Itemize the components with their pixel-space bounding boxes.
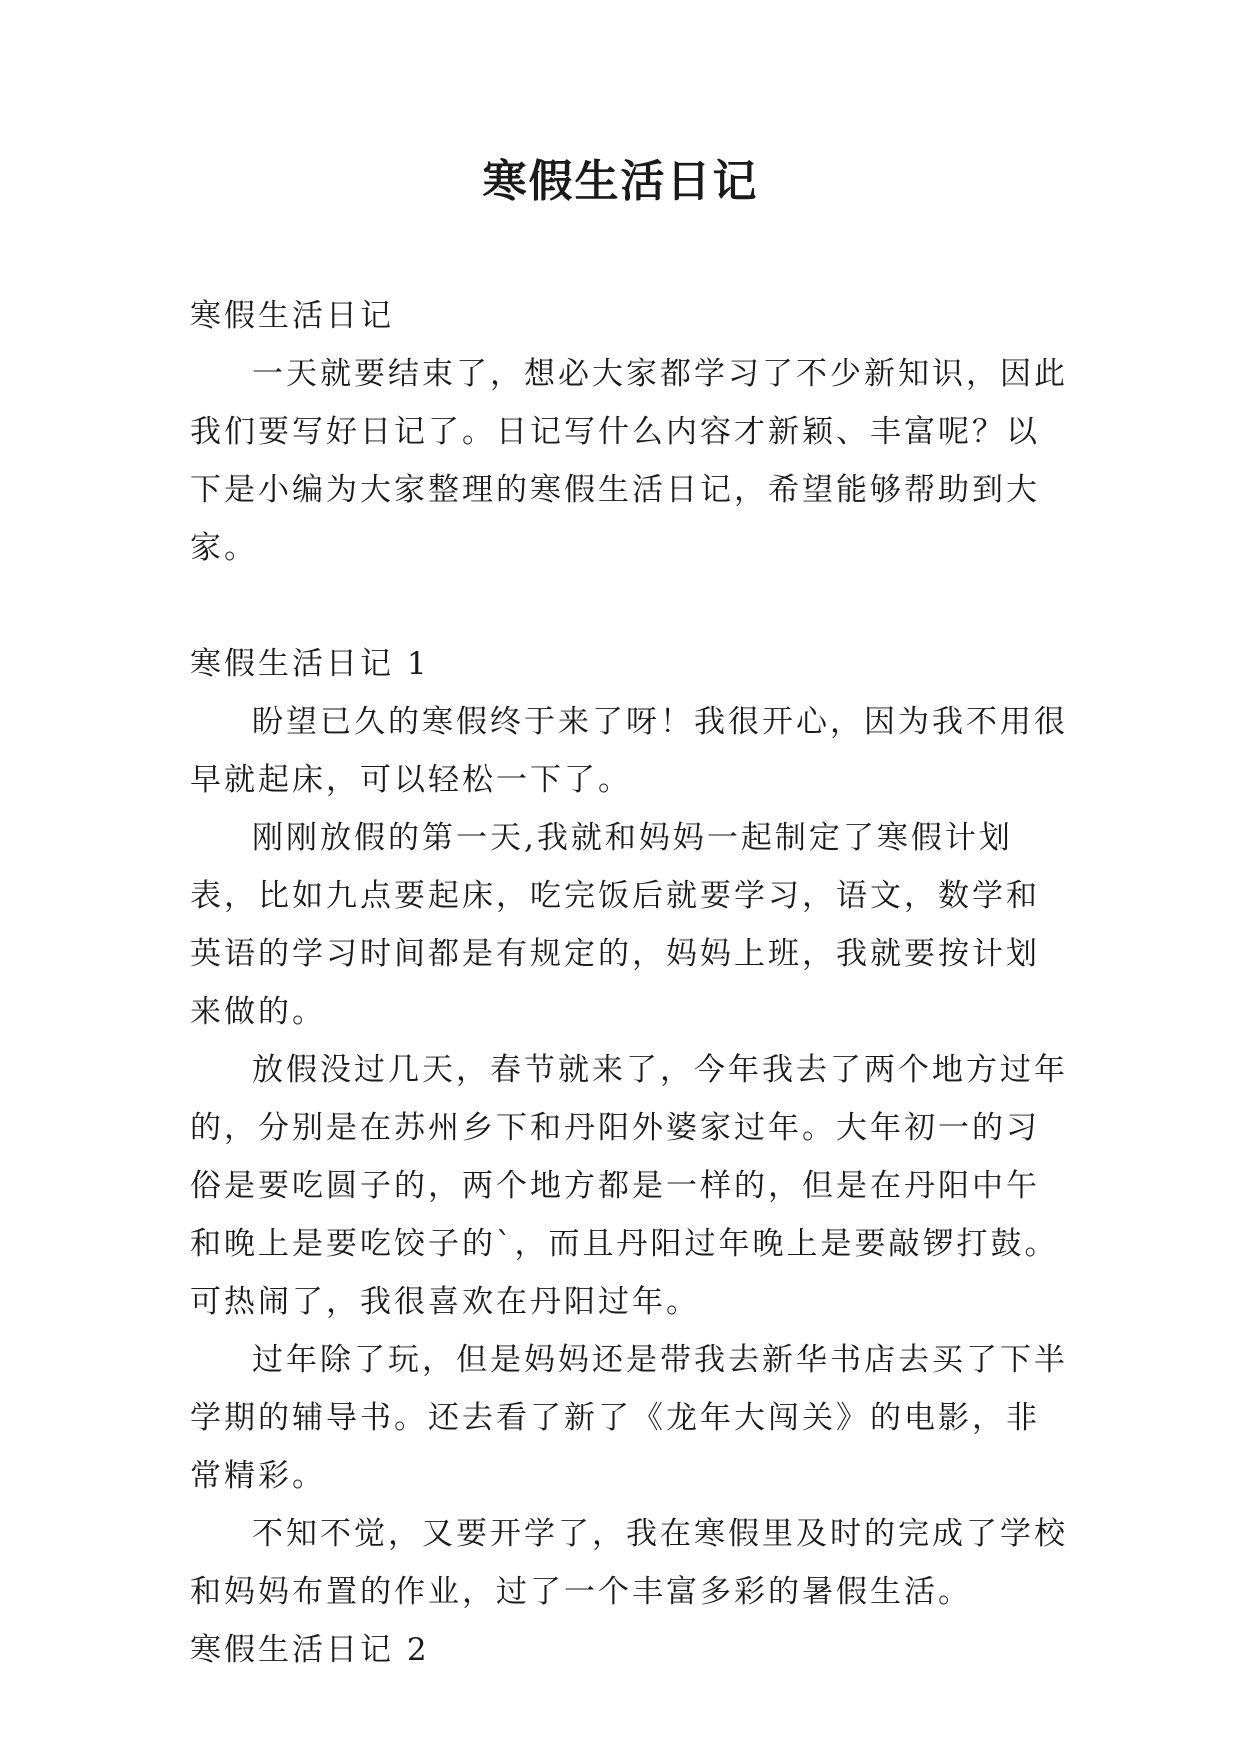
entry1-paragraph: 不知不觉，又要开学了，我在寒假里及时的完成了学校和妈妈布置的作业，过了一个丰富多彩的暑假生活。 — [190, 1516, 1068, 1610]
entry1-paragraph: 盼望已久的寒假终于来了呀！我很开心，因为我不用很早就起床，可以轻松一下了。 — [190, 704, 1068, 798]
entry1-heading: 寒假生活日记 1 — [190, 646, 430, 682]
section-spacer — [190, 577, 1070, 635]
entry1-paragraph: 刚刚放假的第一天,我就和妈妈一起制定了寒假计划表，比如九点要起床，吃完饭后就要学习，语文，数学和英语的学习时间都是有规定的，妈妈上班，我就要按计划来做的。 — [190, 820, 1040, 1030]
entry2-heading: 寒假生活日记 2 — [190, 1632, 430, 1668]
entry1-paragraph: 过年除了玩，但是妈妈还是带我去新华书店去买了下半学期的辅导书。还去看了新了《龙年大闯关》的电影，非常精彩。 — [190, 1342, 1068, 1494]
intro-paragraph: 一天就要结束了，想必大家都学习了不少新知识，因此我们要写好日记了。日记写什么内容才新颖、丰富呢？以下是小编为大家整理的寒假生活日记，希望能够帮助到大家。 — [190, 356, 1068, 566]
entry1-paragraph: 放假没过几天，春节就来了，今年我去了两个地方过年的，分别是在苏州乡下和丹阳外婆家过年。大年初一的习俗是要吃圆子的，两个地方都是一样的，但是在丹阳中午和晚上是要吃饺子的`，而且丹阳过年晚上是要敲锣打鼓。可热闹了，我很喜欢在丹阳过年。 — [190, 1052, 1068, 1320]
document-title: 寒假生活日记 — [482, 156, 759, 207]
document-body — [190, 287, 1070, 1679]
intro-heading: 寒假生活日记 — [190, 298, 394, 334]
